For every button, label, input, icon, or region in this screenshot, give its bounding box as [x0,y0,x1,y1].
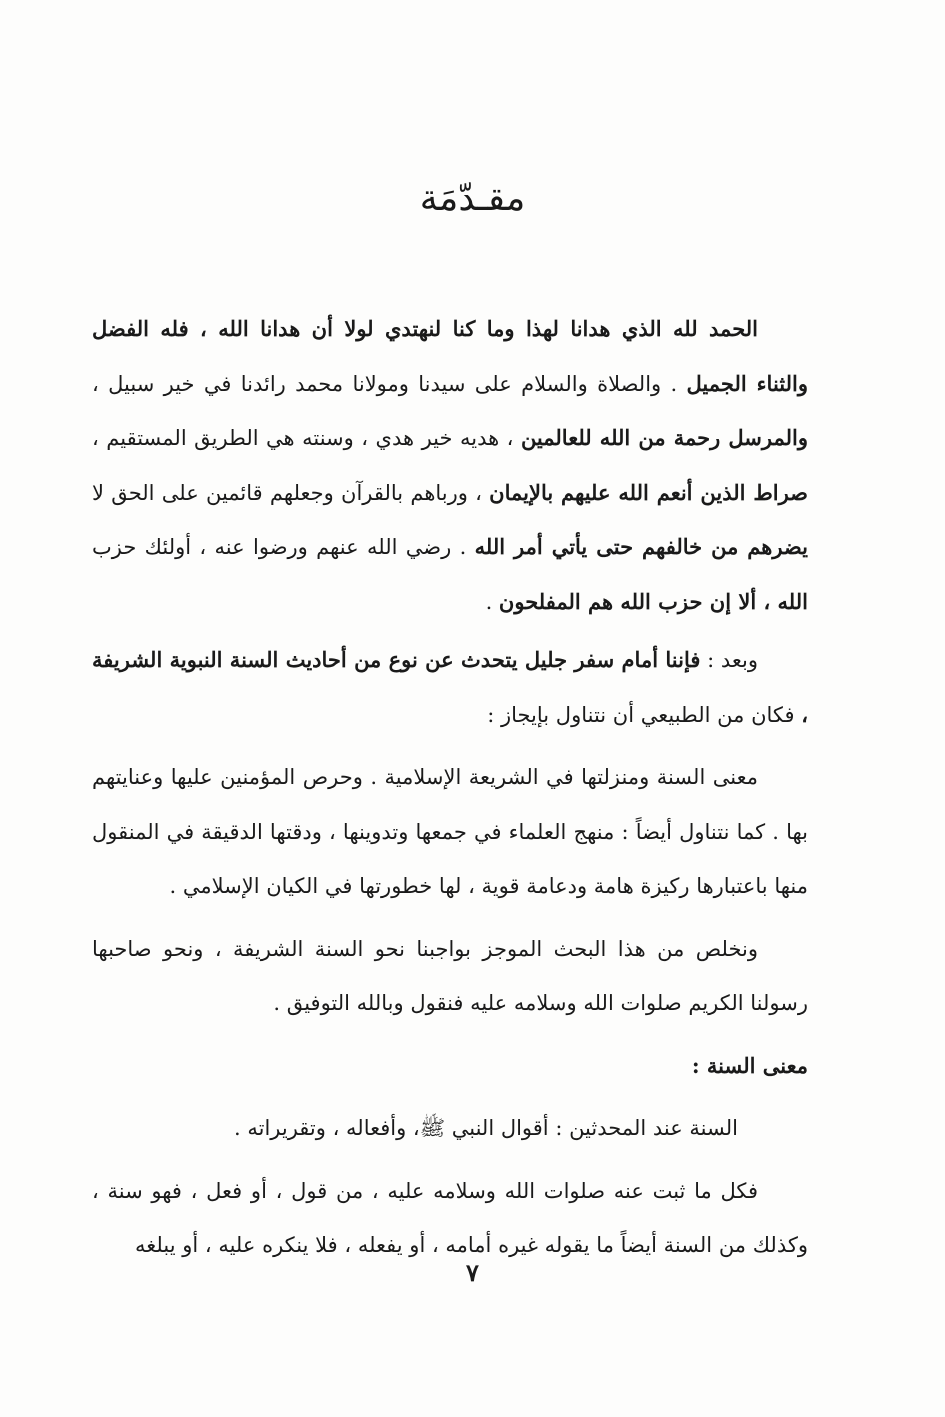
page-title: مقـدّمَة [419,178,526,219]
page-number: ٧ [466,1258,479,1287]
praise-bold-e: الله ، ألا إن حزب الله هم المفلحون [498,588,808,614]
paragraph-sunnah: فكل ما ثبت عنه صلوات الله وسلامه عليه ، من قول ، أو فعل ، فهو سنة ، وكذلك من السنة أيضاً ما يقوله غيره أمامه ، أو يفعله ، فلا ينكره عليه ، أو يبلغه [92,1178,808,1257]
intro-text-b: فكان من الطبيعي أن نتناول بإيجاز : [487,702,802,727]
intro-text-a: وبعد : [700,648,758,672]
paragraph-introduction [92,633,808,742]
paragraph-conclusion: ونخلص من هذا البحث الموجز بواجبنا نحو السنة الشريفة ، ونحو صاحبها رسولنا الكريم صلوات الله وسلامه عليه فنقول وبالله التوفيق . [92,936,808,1015]
paragraph-praise [92,302,808,629]
praise-text-d: . رضي الله عنهم ورضوا عنه ، أولئك حزب [92,535,475,559]
definition-line: السنة عند المحدثين : أقوال النبي ﷺ، وأفعاله ، وتقريراته . [234,1116,738,1140]
body-text [92,302,808,1277]
praise-bold-c: صراط الذين أنعم الله عليهم بالإيمان [489,479,808,505]
praise-text-b: ، هديه خير هدي ، وسنته هي الطريق المستقيم ، [92,426,521,450]
intro-bold-a: فإننا أمام سفر جليل يتحدث عن نوع من أحاديث السنة النبوية الشريفة ، [92,647,808,727]
praise-text-a: . والصلاة والسلام على سيدنا ومولانا محمد رائدنا في خير سبيل ، [92,371,687,396]
praise-text-e: . [485,589,499,614]
praise-bold-a: الحمد لله الذي هدانا لهذا وما كنا لنهتدي لولا أن هدانا الله ، فله الفضل والثناء الجميل [92,316,808,396]
praise-bold-d: يضرهم من خالفهم حتى يأتي أمر الله [474,534,808,559]
praise-text-c: ، ورباهم بالقرآن وجعلهم قائمين على الحق لا [92,480,490,505]
section-heading: معنى السنة : [691,1052,808,1078]
praise-bold-b: والمرسل رحمة من الله للعالمين [520,425,808,450]
paragraph-topics: معنى السنة ومنزلتها في الشريعة الإسلامية . وحرص المؤمنين عليها وعنايتهم بها . كما نتناول أيضاً : منهج العلماء في جمعها وتدوينها ، ودقتها الدقيقة في المنقول منها باعتبارها ركيزة هامة ودعامة قوية ، لها خطورتها في الكيان الإسلامي . [92,765,808,898]
